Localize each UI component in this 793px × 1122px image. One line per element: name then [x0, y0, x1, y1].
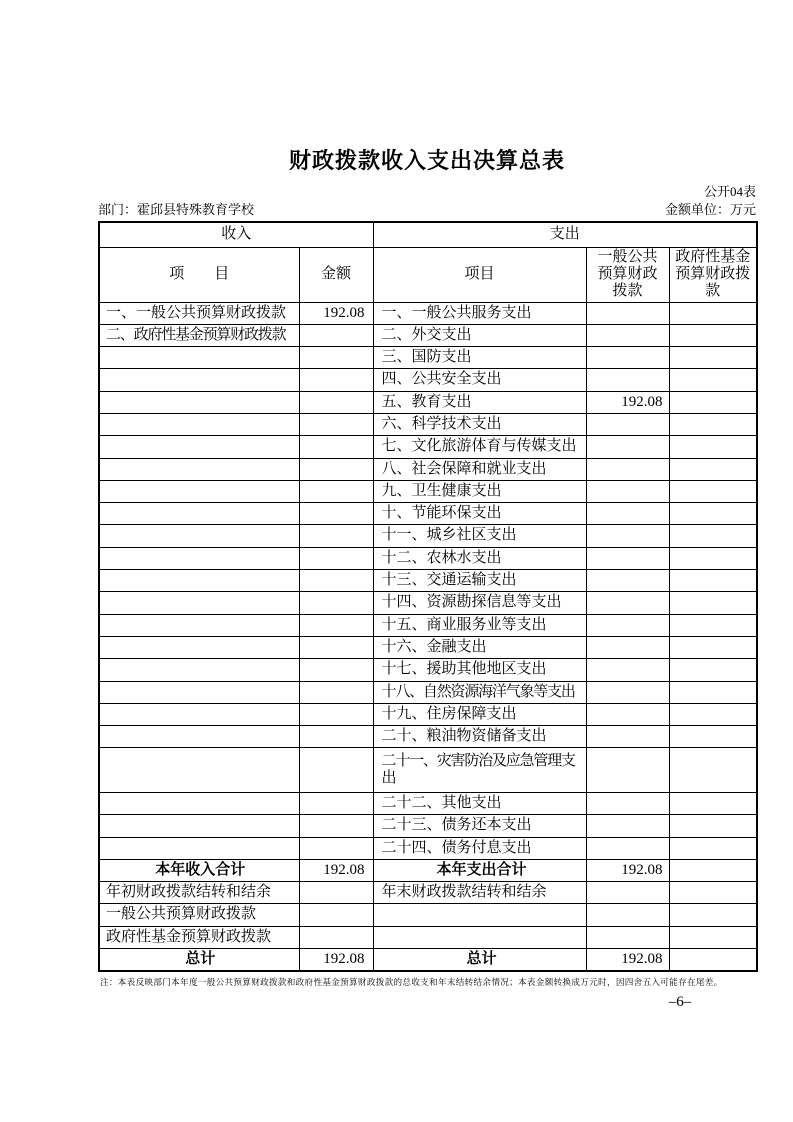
general-budget-amount-cell — [586, 503, 669, 525]
income-amount-cell — [299, 614, 373, 636]
general-budget-amount-cell — [586, 614, 669, 636]
general-budget-amount-cell — [586, 369, 669, 391]
expense-item-cell: 十八、自然资源海洋气象等支出 — [373, 681, 586, 703]
income-amount-cell — [299, 347, 373, 369]
expense-item-cell: 六、科学技术支出 — [373, 413, 586, 435]
general-budget-amount-cell — [586, 748, 669, 793]
expense-item-cell: 十九、住房保障支出 — [373, 703, 586, 725]
income-item-cell — [99, 525, 299, 547]
table-row — [99, 614, 757, 636]
meta-row — [98, 199, 756, 218]
general-budget-amount-cell — [586, 458, 669, 480]
footnote: 注：本表反映部门本年度一般公共预算财政拨款和政府性基金预算财政拨款的总收支和年末结转结余情况；本表金额转换成万元时，因四舍五入可能存在尾差。 — [100, 977, 723, 987]
income-amount-cell: 192.08 — [299, 859, 373, 881]
gov-fund-amount-cell — [669, 882, 757, 904]
income-amount-cell — [299, 503, 373, 525]
income-amount-cell — [299, 837, 373, 859]
expense-item-cell: 十六、金融支出 — [373, 636, 586, 658]
income-item-cell — [99, 570, 299, 592]
income-item-cell — [99, 503, 299, 525]
gov-fund-amount-cell — [669, 391, 757, 413]
header-label-row — [99, 247, 757, 302]
expense-item-cell: 十一、城乡社区支出 — [373, 525, 586, 547]
income-amount-header: 金额 — [299, 247, 373, 302]
gov-fund-amount-cell — [669, 815, 757, 837]
income-item-header: 项 目 — [99, 247, 299, 302]
income-item-cell — [99, 547, 299, 569]
general-budget-amount-cell — [586, 436, 669, 458]
expense-item-cell: 八、社会保障和就业支出 — [373, 458, 586, 480]
general-budget-amount-cell — [586, 882, 669, 904]
income-amount-cell — [299, 525, 373, 547]
expense-item-cell: 本年支出合计 — [373, 859, 586, 881]
income-amount-cell — [299, 480, 373, 502]
general-budget-amount-cell — [586, 659, 669, 681]
table-row — [99, 636, 757, 658]
table-row — [99, 815, 757, 837]
page-number: –6– — [668, 994, 692, 1010]
expense-item-cell: 七、文化旅游体育与传媒支出 — [373, 436, 586, 458]
income-amount-cell — [299, 570, 373, 592]
income-item-cell: 政府性基金预算财政拨款 — [99, 926, 299, 948]
income-amount-cell — [299, 748, 373, 793]
general-budget-amount-cell — [586, 347, 669, 369]
gov-fund-amount-cell — [669, 859, 757, 881]
gov-fund-amount-cell — [669, 436, 757, 458]
income-item-cell — [99, 369, 299, 391]
income-item-cell: 年初财政拨款结转和结余 — [99, 882, 299, 904]
income-amount-cell — [299, 703, 373, 725]
expense-item-cell: 四、公共安全支出 — [373, 369, 586, 391]
table-code: 公开04表 — [703, 184, 756, 199]
income-group-header: 收入 — [99, 222, 373, 247]
table-row — [99, 726, 757, 748]
expense-item-cell: 十四、资源勘探信息等支出 — [373, 592, 586, 614]
gov-fund-amount-cell — [669, 792, 757, 814]
table-row — [99, 926, 757, 948]
gov-fund-amount-cell — [669, 525, 757, 547]
general-budget-amount-cell — [586, 547, 669, 569]
gov-fund-amount-cell — [669, 302, 757, 324]
income-item-cell — [99, 748, 299, 793]
income-item-cell — [99, 413, 299, 435]
general-budget-amount-cell — [586, 726, 669, 748]
expense-item-cell: 二十四、债务付息支出 — [373, 837, 586, 859]
table-row — [99, 503, 757, 525]
expense-item-cell: 三、国防支出 — [373, 347, 586, 369]
general-budget-amount-cell — [586, 815, 669, 837]
income-amount-cell — [299, 413, 373, 435]
income-item-cell — [99, 792, 299, 814]
general-budget-amount-cell — [586, 592, 669, 614]
table-row — [99, 592, 757, 614]
expense-item-cell: 一、一般公共服务支出 — [373, 302, 586, 324]
table-row — [99, 347, 757, 369]
table-row — [99, 525, 757, 547]
income-amount-cell — [299, 659, 373, 681]
expense-item-cell: 十二、农林水支出 — [373, 547, 586, 569]
income-item-cell — [99, 614, 299, 636]
header-group-row — [99, 222, 757, 247]
table-row — [99, 703, 757, 725]
table-row — [99, 904, 757, 926]
expense-item-cell: 五、教育支出 — [373, 391, 586, 413]
table-row — [99, 570, 757, 592]
gov-fund-amount-cell — [669, 726, 757, 748]
income-item-cell — [99, 703, 299, 725]
expense-item-cell: 十三、交通运输支出 — [373, 570, 586, 592]
income-amount-cell — [299, 458, 373, 480]
income-item-cell: 总计 — [99, 949, 299, 971]
table-row — [99, 480, 757, 502]
general-budget-amount-cell — [586, 525, 669, 547]
income-amount-cell — [299, 681, 373, 703]
table-header — [99, 222, 757, 302]
expense-item-cell: 十、节能环保支出 — [373, 503, 586, 525]
expense-item-header: 项目 — [373, 247, 586, 302]
table-row — [99, 436, 757, 458]
gov-fund-amount-cell — [669, 570, 757, 592]
gov-fund-budget-header: 政府性基金预算财政拨款 — [669, 247, 757, 302]
income-amount-cell — [299, 926, 373, 948]
gov-fund-amount-cell — [669, 748, 757, 793]
general-budget-amount-cell — [586, 480, 669, 502]
expense-group-header: 支出 — [373, 222, 757, 247]
general-budget-amount-cell — [586, 703, 669, 725]
income-item-cell — [99, 726, 299, 748]
expense-item-cell: 十五、商业服务业等支出 — [373, 614, 586, 636]
expense-item-cell: 二十一、灾害防治及应急管理支出 — [373, 748, 586, 793]
income-item-cell — [99, 347, 299, 369]
table-row — [99, 413, 757, 435]
gov-fund-amount-cell — [669, 547, 757, 569]
gov-fund-amount-cell — [669, 347, 757, 369]
table-row — [99, 859, 757, 881]
income-item-cell — [99, 681, 299, 703]
income-item-cell: 本年收入合计 — [99, 859, 299, 881]
income-item-cell — [99, 815, 299, 837]
gov-fund-amount-cell — [669, 681, 757, 703]
income-item-cell — [99, 636, 299, 658]
general-budget-amount-cell — [586, 413, 669, 435]
income-item-cell: 一、一般公共预算财政拨款 — [99, 302, 299, 324]
income-amount-cell — [299, 369, 373, 391]
expense-item-cell: 二十、粮油物资储备支出 — [373, 726, 586, 748]
table-body — [99, 302, 757, 971]
table-row — [99, 659, 757, 681]
income-amount-cell: 192.08 — [299, 302, 373, 324]
gov-fund-amount-cell — [669, 369, 757, 391]
fiscal-appropriation-table — [98, 221, 758, 972]
expense-item-cell: 九、卫生健康支出 — [373, 480, 586, 502]
gov-fund-amount-cell — [669, 503, 757, 525]
table-row — [99, 681, 757, 703]
general-budget-amount-cell — [586, 636, 669, 658]
gov-fund-amount-cell — [669, 636, 757, 658]
income-amount-cell — [299, 592, 373, 614]
general-budget-amount-cell — [586, 904, 669, 926]
gov-fund-amount-cell — [669, 458, 757, 480]
gov-fund-amount-cell — [669, 949, 757, 971]
income-item-cell: 二、政府性基金预算财政拨款 — [99, 324, 299, 346]
table-row — [99, 391, 757, 413]
general-budget-amount-cell — [586, 302, 669, 324]
table-row — [99, 302, 757, 324]
income-item-cell — [99, 436, 299, 458]
income-item-cell — [99, 837, 299, 859]
income-amount-cell — [299, 391, 373, 413]
expense-item-cell: 二十三、债务还本支出 — [373, 815, 586, 837]
table-row — [99, 949, 757, 971]
income-amount-cell — [299, 792, 373, 814]
income-amount-cell — [299, 726, 373, 748]
table-row — [99, 547, 757, 569]
gov-fund-amount-cell — [669, 324, 757, 346]
table-row — [99, 792, 757, 814]
income-amount-cell — [299, 324, 373, 346]
income-item-cell — [99, 592, 299, 614]
income-amount-cell — [299, 636, 373, 658]
gov-fund-amount-cell — [669, 592, 757, 614]
general-budget-amount-cell — [586, 570, 669, 592]
table-row — [99, 882, 757, 904]
page-title: 财政拨款收入支出决算总表 — [288, 148, 565, 173]
expense-item-cell: 总计 — [373, 949, 586, 971]
department-label: 部门：霍邱县特殊教育学校 — [98, 202, 255, 217]
general-budget-amount-cell — [586, 324, 669, 346]
income-item-cell — [99, 391, 299, 413]
expense-item-cell: 年末财政拨款结转和结余 — [373, 882, 586, 904]
table-row — [99, 748, 757, 793]
gov-fund-amount-cell — [669, 480, 757, 502]
gov-fund-amount-cell — [669, 659, 757, 681]
income-item-cell — [99, 458, 299, 480]
gov-fund-amount-cell — [669, 904, 757, 926]
general-budget-amount-cell — [586, 681, 669, 703]
general-budget-amount-cell — [586, 926, 669, 948]
table-row — [99, 324, 757, 346]
gov-fund-amount-cell — [669, 413, 757, 435]
income-item-cell — [99, 480, 299, 502]
gov-fund-amount-cell — [669, 926, 757, 948]
income-item-cell: 一般公共预算财政拨款 — [99, 904, 299, 926]
general-budget-amount-cell: 192.08 — [586, 391, 669, 413]
table-row — [99, 369, 757, 391]
table-row — [99, 837, 757, 859]
table-row — [99, 458, 757, 480]
general-budget-amount-cell — [586, 792, 669, 814]
expense-item-cell — [373, 926, 586, 948]
general-budget-amount-cell: 192.08 — [586, 949, 669, 971]
expense-item-cell: 十七、援助其他地区支出 — [373, 659, 586, 681]
gov-fund-amount-cell — [669, 703, 757, 725]
general-budget-amount-cell: 192.08 — [586, 859, 669, 881]
expense-item-cell: 二、外交支出 — [373, 324, 586, 346]
expense-item-cell: 二十二、其他支出 — [373, 792, 586, 814]
income-amount-cell — [299, 436, 373, 458]
general-budget-amount-cell — [586, 837, 669, 859]
income-amount-cell — [299, 882, 373, 904]
general-budget-header: 一般公共预算财政拨款 — [586, 247, 669, 302]
gov-fund-amount-cell — [669, 837, 757, 859]
income-amount-cell — [299, 815, 373, 837]
unit-label: 金额单位：万元 — [664, 202, 756, 217]
income-amount-cell — [299, 904, 373, 926]
expense-item-cell — [373, 904, 586, 926]
income-amount-cell: 192.08 — [299, 949, 373, 971]
gov-fund-amount-cell — [669, 614, 757, 636]
income-item-cell — [99, 659, 299, 681]
income-amount-cell — [299, 547, 373, 569]
